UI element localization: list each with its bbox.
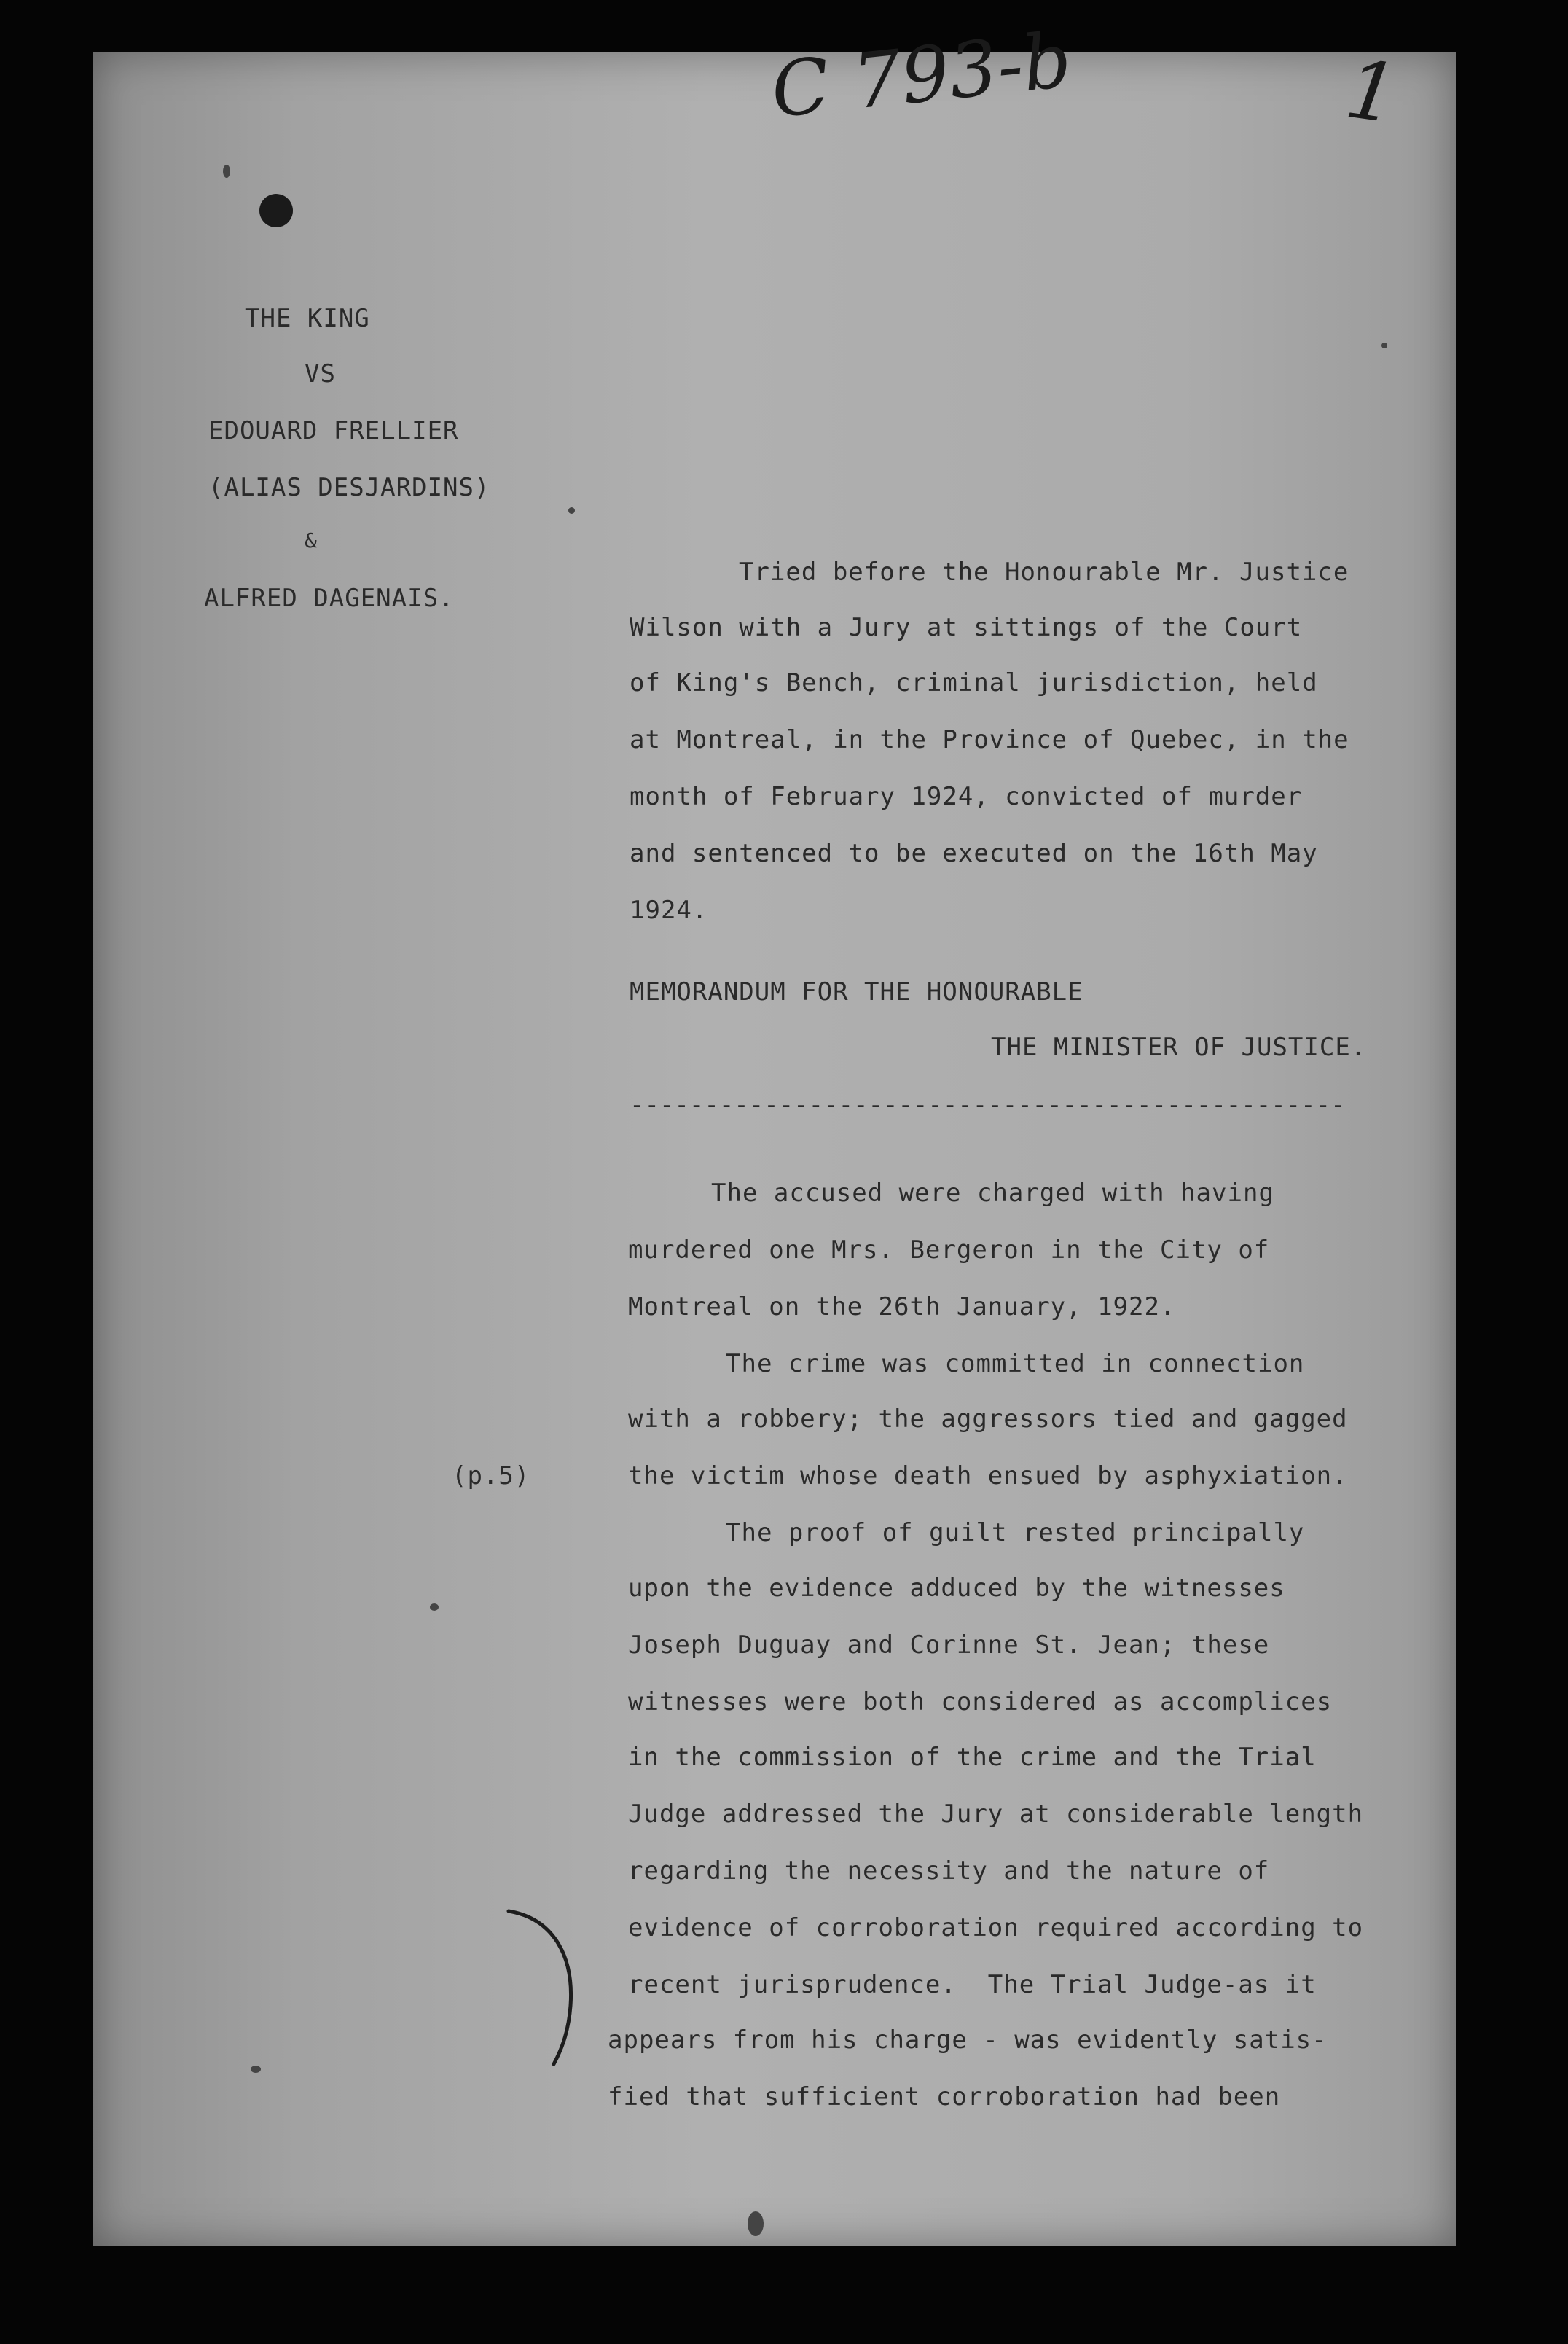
trial-line-7: 1924. — [630, 896, 708, 925]
ink-speck — [251, 2066, 261, 2073]
punch-hole — [259, 194, 293, 227]
ink-speck — [430, 1603, 439, 1611]
body-line-2: murdered one Mrs. Bergeron in the City of — [628, 1235, 1270, 1265]
body-line-8: upon the evidence adduced by the witnesses — [628, 1574, 1285, 1603]
body-line-1: The accused were charged with having — [711, 1179, 1274, 1208]
body-line-5: with a robbery; the aggressors tied and gagged — [628, 1405, 1348, 1434]
document-page — [93, 15, 1456, 2246]
caption-accused-1: EDOUARD FRELLIER — [208, 416, 459, 445]
trial-line-2: Wilson with a Jury at sittings of the Court — [630, 613, 1303, 642]
memo-heading-2: THE MINISTER OF JUSTICE. — [991, 1033, 1367, 1062]
body-line-3: Montreal on the 26th January, 1922. — [628, 1292, 1176, 1321]
ink-speck — [568, 507, 575, 514]
trial-line-4: at Montreal, in the Province of Quebec, in the — [630, 725, 1349, 754]
ink-speck — [748, 2211, 764, 2236]
trial-line-1: Tried before the Honourable Mr. Justice — [739, 558, 1349, 587]
body-line-7: The proof of guilt rested principally — [726, 1518, 1305, 1547]
trial-line-3: of King's Bench, criminal jurisdiction, held — [630, 668, 1318, 698]
ink-speck — [223, 165, 230, 178]
body-line-9: Joseph Duguay and Corinne St. Jean; these — [628, 1630, 1270, 1660]
body-line-13: regarding the necessity and the nature of — [628, 1856, 1270, 1886]
ink-speck — [1381, 343, 1387, 348]
margin-bracket-mark — [501, 1904, 589, 2071]
body-line-6: the victim whose death ensued by asphyxiation. — [628, 1461, 1348, 1491]
separator-rule: ------------------------------------------------ — [630, 1090, 1346, 1120]
body-line-12: Judge addressed the Jury at considerable length — [628, 1800, 1364, 1829]
caption-the-king: THE KING — [245, 304, 370, 333]
caption-alias: (ALIAS DESJARDINS) — [208, 473, 490, 502]
body-line-15: recent jurisprudence. The Trial Judge-as it — [628, 1970, 1317, 1999]
body-line-14: evidence of corroboration required according to — [628, 1913, 1364, 1942]
handwritten-page-number: 1 — [1340, 42, 1404, 142]
caption-vs: VS — [305, 359, 336, 388]
body-line-4: The crime was committed in connection — [726, 1349, 1305, 1378]
caption-accused-2: ALFRED DAGENAIS. — [204, 584, 455, 613]
handwritten-file-number: C 793-b — [767, 15, 1076, 136]
body-line-11: in the commission of the crime and the Trial — [628, 1743, 1317, 1772]
caption-ampersand: & — [305, 528, 318, 552]
body-line-10: witnesses were both considered as accomplices — [628, 1687, 1333, 1716]
trial-line-5: month of February 1924, convicted of murder — [630, 782, 1303, 811]
margin-page-reference: (p.5) — [452, 1461, 530, 1491]
body-line-16: appears from his charge - was evidently satis- — [608, 2025, 1328, 2055]
memo-heading-1: MEMORANDUM FOR THE HONOURABLE — [630, 977, 1083, 1007]
trial-line-6: and sentenced to be executed on the 16th May — [630, 839, 1318, 868]
body-line-17: fied that sufficient corroboration had been — [608, 2082, 1281, 2111]
